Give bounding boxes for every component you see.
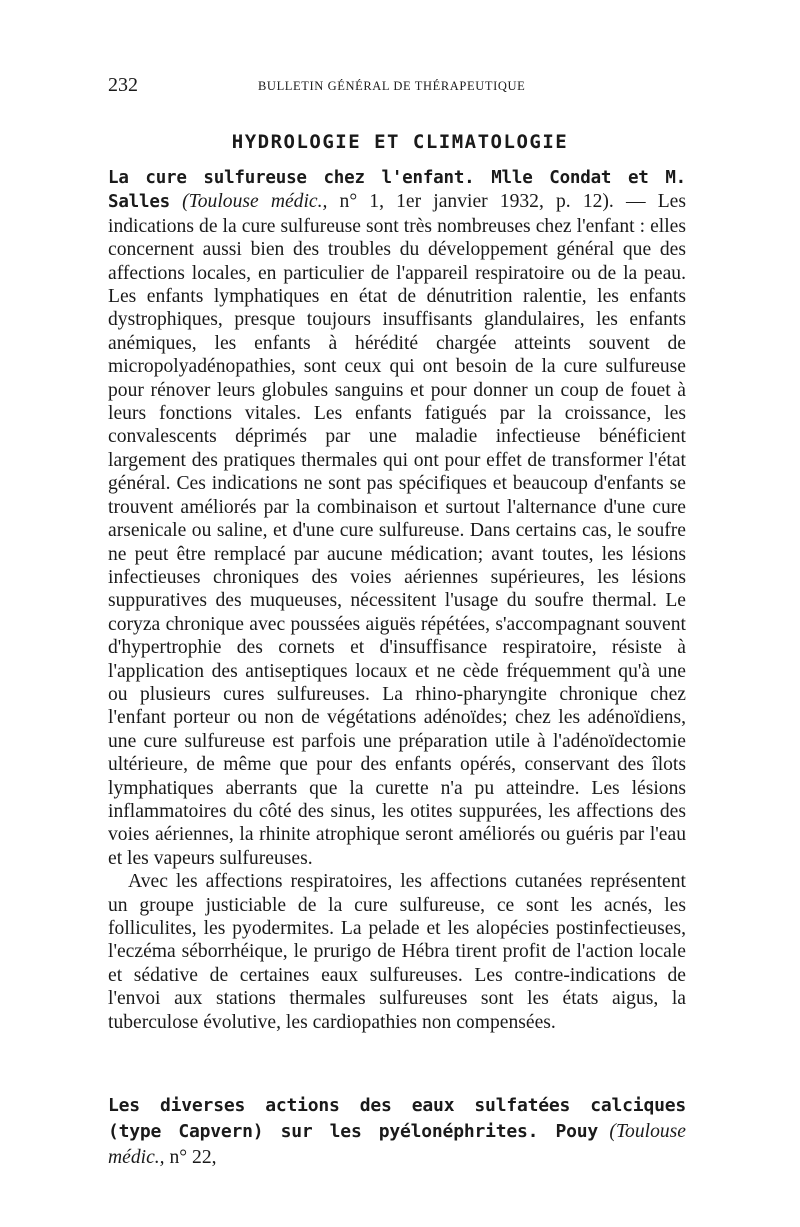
page-header [108, 74, 686, 98]
citation-details: n° 1, 1er janvier 1932, p. 12). — [327, 191, 658, 213]
article-cure-sulfureuse [108, 166, 686, 1034]
journal-reference: (Toulouse médic., [108, 1121, 686, 1168]
article-paragraph [108, 166, 686, 870]
article-paragraph: Avec les affections respiratoires, les affections cutanées représentent un groupe justiciable de la cure sulfureuse, ce sont les acnés, les folliculites, les pyodermites. La pelade et les alopécies postinfectieuses, l'eczéma séborrhéique, le prurigo de Hébra tirent profit de l'action locale et sédative de certaines eaux sulfureuses. Les contre-indications de l'envoi aux stations thermales sulfureuses sont les états aigus, la tuberculose évolutive, les cardiopathies non compensées. [108, 871, 686, 1033]
article-title: La cure sulfureuse chez l'enfant. Mlle Condat et M. Salles [108, 168, 686, 213]
citation-details: n° 22, [164, 1147, 217, 1168]
running-head: BULLETIN GÉNÉRAL DE THÉRAPEUTIQUE [258, 79, 526, 93]
section-title: HYDROLOGIE ET CLIMATOLOGIE [231, 131, 569, 153]
journal-reference: (Toulouse médic., [182, 191, 328, 213]
article-title: Les diverses actions des eaux sulfatées calciques (type Capvern) sur les pyélonéphrites. Pouy [108, 1095, 686, 1142]
page-number: 232 [108, 74, 138, 96]
article-pyelonephrites [108, 1093, 686, 1171]
paragraph-text: Les indications de la cure sulfureuse sont très nombreuses chez l'enfant : elles concernent aussi bien des troubles du développement général que des affections locales, en particulier de l'appareil respiratoire ou de la peau. Les enfants lymphatiques en état de dénutrition ralentie, les enfants dystrophiques, presque toujours insuffisants glandulaires, les enfants anémiques, les enfants à hérédité chargée atteints souvent de micropolyadénopathies, sont ceux qui ont besoin de la cure sulfureuse pour rénover leurs globules sanguins et pour donner un coup de fouet à leurs fonctions vitales. Les enfants fatigués par la croissance, les convalescents déprimés par une maladie infectieuse bénéficient largement des pratiques thermales qui ont pour effet de transformer l'état général. Ces indications ne sont pas spécifiques et beaucoup d'enfants se trouvent améliorés par la combinaison et surtout l'alternance d'une cure arsenicale ou saline, et d'une cure sulfureuse. Dans certains cas, le soufre ne peut être remplacé par aucune médication; avant toutes, les lésions infectieuses chroniques des voies aériennes supérieures, les lésions suppuratives des muqueuses, nécessitent l'usage du soufre thermal. Le coryza chronique avec poussées aiguës répétées, s'accompagnant souvent d'hypertrophie des cornets et d'insuffisance respiratoire, résiste à l'application des antiseptiques locaux et ne cède fréquemment qu'à une ou plusieurs cures sulfureuses. La rhino-pharyngite chronique chez l'enfant porteur ou non de végétations adénoïdes; chez les adénoïdiens, une cure sulfureuse est parfois une préparation utile à l'adénoïdectomie ultérieure, de même que pour des enfants opérés, conservant des îlots lymphatiques aberrants que la curette n'a pu atteindre. Les lésions inflammatoires du côté des sinus, les otites suppurées, les affections des voies aériennes, la rhinite atrophique seront améliorés ou guéris par l'eau et les vapeurs sulfureuses. [108, 191, 686, 869]
